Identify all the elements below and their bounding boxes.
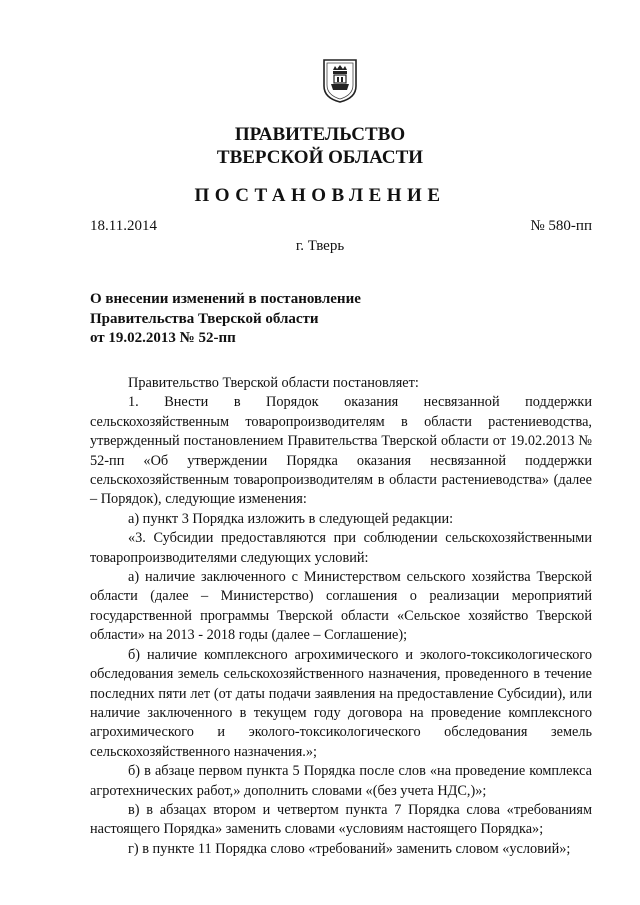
body-paragraph: 1. Внести в Порядок оказания несвязанной поддержки сельскохозяйственным товаропроизводителям в области растениеводства, утвержденный постановлением Правительства Тверской области от 19.02.2013 № 52-пп «Об утверждении Порядка оказания несвязанной поддержки сельскохозяйственным товаропроизводителям в области растениеводства» (далее – Порядок), следующие изменения: bbox=[90, 394, 592, 508]
body-paragraph: в) в абзацах втором и четвертом пункта 7 Порядка слова «требованиям настоящего Порядка» заменить словами «условиям настоящего Порядка»; bbox=[90, 801, 592, 838]
body-paragraph: а) пункт 3 Порядка изложить в следующей редакции: bbox=[128, 510, 454, 527]
body-paragraph: г) в пункте 11 Порядка слово «требований» заменить словом «условий»; bbox=[128, 840, 571, 857]
subject-line: О внесении изменений в постановление bbox=[90, 291, 361, 307]
document-type: ПОСТАНОВЛЕНИЕ bbox=[194, 185, 446, 206]
subject-line: от 19.02.2013 № 52-пп bbox=[90, 330, 236, 346]
document-body bbox=[90, 374, 592, 859]
document-subject bbox=[90, 290, 450, 349]
org-title-line1: ПРАВИТЕЛЬСТВО bbox=[234, 124, 406, 145]
body-paragraph: «3. Субсидии предоставляются при соблюдении сельскохозяйственными товаропроизводителями следующих условий: bbox=[90, 530, 592, 566]
body-paragraph: Правительство Тверской области постановляет: bbox=[128, 375, 419, 391]
document-city: г. Тверь bbox=[295, 238, 345, 254]
tver-coat-of-arms-icon bbox=[322, 58, 358, 104]
document-date: 18.11.2014 bbox=[90, 218, 157, 234]
body-paragraph: б) наличие комплексного агрохимического и эколого-токсикологического обследования земель сельскохозяйственного назначения, проведенного в течение последних пяти лет (от даты подачи заявления на предоставление Субсидии), или наличие заключенного в текущем году договора на проведение комплексного агрохимического и эколого-токсикологического обследования земель сельскохозяйственного назначения.»; bbox=[90, 646, 592, 760]
body-paragraph: а) наличие заключенного с Министерством сельского хозяйства Тверской области (далее – Министерство) соглашения о реализации мероприятий государственной программы Тверской области «Сельское хозяйство Тверской области» на 2013 - 2018 годы (далее – Соглашение); bbox=[90, 569, 592, 644]
document-number: № 580-пп bbox=[530, 218, 592, 234]
org-title-line2: ТВЕРСКОЙ ОБЛАСТИ bbox=[216, 147, 424, 168]
body-paragraph: б) в абзаце первом пункта 5 Порядка после слов «на проведение комплекса агротехнических работ,» дополнить словами «(без учета НДС,)»; bbox=[90, 763, 592, 799]
subject-line: Правительства Тверской области bbox=[90, 310, 319, 327]
